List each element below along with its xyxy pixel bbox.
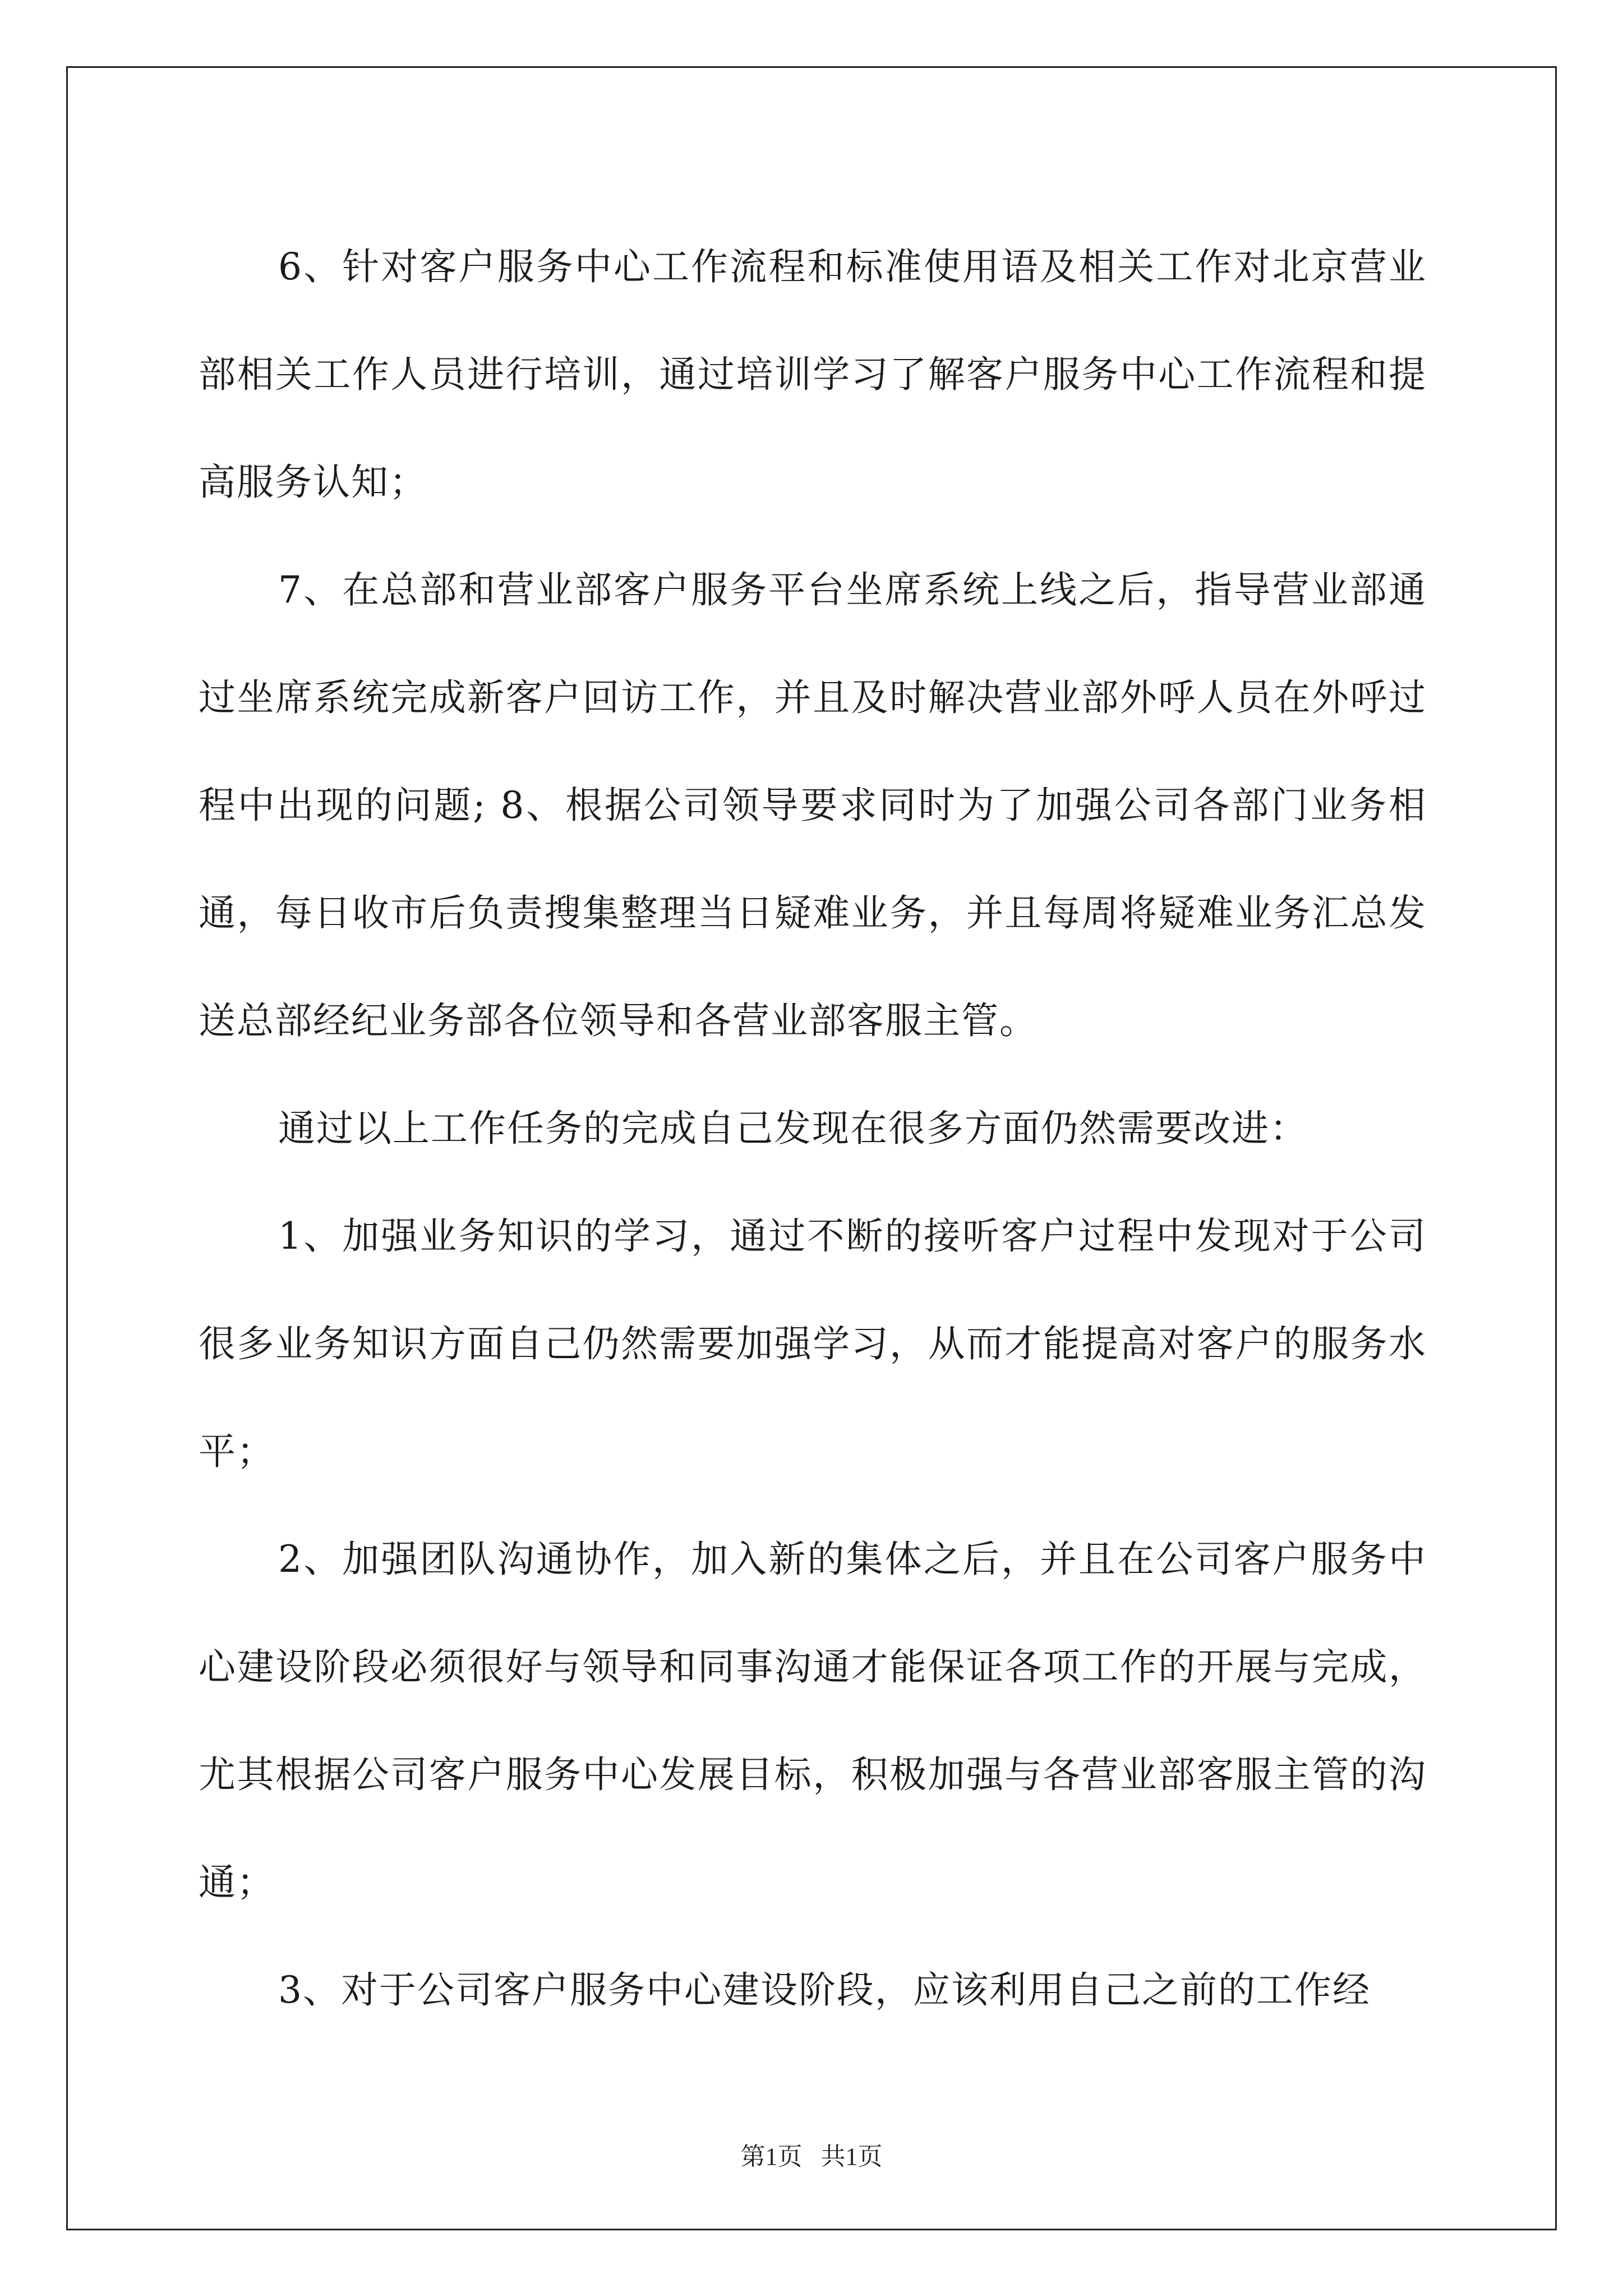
document-body (199, 213, 1427, 2044)
paragraph-6: 6、针对客户服务中心工作流程和标准使用语及相关工作对北京营业部相关工作人员进行培训，通过培训学习了解客户服务中心工作流程和提高服务认知； (199, 245, 1427, 504)
paragraph-improvements-intro: 通过以上工作任务的完成自己发现在很多方面仍然需要改进： (278, 1107, 1308, 1150)
paragraph-improvement-2: 2、加强团队沟通协作，加入新的集体之后，并且在公司客户服务中心建设阶段必须很好与领导和同事沟通才能保证各项工作的开展与完成，尤其根据公司客户服务中心发展目标，积极加强与各营业部客服主管的沟通； (199, 1538, 1427, 1904)
page-number-footer: 第1页 共1页 (740, 2143, 883, 2170)
paragraph-improvement-1: 1、加强业务知识的学习，通过不断的接听客户过程中发现对于公司很多业务知识方面自己仍然需要加强学习，从而才能提高对客户的服务水平； (199, 1214, 1427, 1473)
paragraph-improvement-3: 3、对于公司客户服务中心建设阶段，应该利用自己之前的工作经 (278, 1968, 1371, 2012)
paragraph-7-8: 7、在总部和营业部客户服务平台坐席系统上线之后，指导营业部通过坐席系统完成新客户回访工作，并且及时解决营业部外呼人员在外呼过程中出现的问题; 8、根据公司领导要求同时为了加强公司各部门业务相通，每日收市后负责搜集整理当日疑难业务，并且每周将疑难业务汇总发送总部经纪业务部各位领导和各营业部客服主管。 (199, 568, 1427, 1042)
